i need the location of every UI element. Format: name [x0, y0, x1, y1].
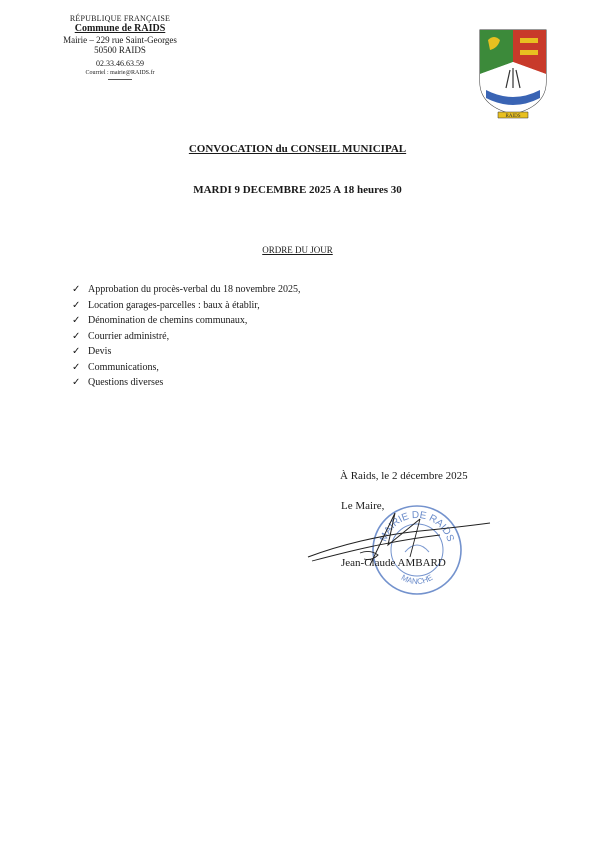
signatory-name: Jean-Claude AMBARD — [341, 557, 446, 569]
coat-of-arms-icon — [476, 26, 550, 120]
agenda-item-text: Location garages-parcelles : baux à établir, — [88, 299, 260, 311]
agenda-heading — [0, 245, 595, 255]
agenda-item-text: Communications, — [88, 361, 159, 373]
agenda-item-text: Courrier administré, — [88, 330, 170, 342]
republic-label: RÉPUBLIQUE FRANÇAISE — [69, 14, 171, 23]
check-icon: ✓ — [72, 315, 81, 327]
list-item — [72, 282, 300, 298]
address-line-2: 50500 RAIDS — [94, 45, 146, 56]
phone-number: 02.33.46.63.59 — [96, 59, 144, 69]
stamp-top-text: MAIRIE DE RAIDS — [378, 509, 456, 544]
agenda-heading-text: ORDRE DU JOUR — [262, 245, 333, 255]
handwritten-signature — [300, 505, 500, 575]
document-title-text: CONVOCATION du CONSEIL MUNICIPAL — [188, 143, 407, 155]
header-divider — [108, 79, 132, 80]
list-item — [72, 313, 300, 329]
list-item — [72, 298, 300, 314]
letterhead — [30, 14, 210, 80]
list-item — [72, 375, 300, 391]
check-icon: ✓ — [72, 346, 81, 358]
email-address: Courriel : mairie@RAIDS.fr — [85, 69, 155, 76]
place-date: À Raids, le 2 décembre 2025 — [340, 470, 468, 482]
agenda-item-text: Questions diverses — [88, 377, 164, 389]
stamp-bottom-text: MANCHE — [399, 572, 435, 587]
list-item — [72, 329, 300, 345]
check-icon: ✓ — [72, 330, 81, 342]
agenda-item-text: Approbation du procès-verbal du 18 novembre 2025, — [88, 284, 301, 296]
check-icon: ✓ — [72, 361, 81, 373]
list-item — [72, 344, 300, 360]
address-line-1: Mairie – 229 rue Saint-Georges — [63, 34, 177, 45]
agenda-item-text: Devis — [88, 346, 112, 358]
agenda-item-text: Dénomination de chemins communaux, — [88, 315, 248, 327]
check-icon: ✓ — [72, 299, 81, 311]
list-item — [72, 360, 300, 376]
check-icon: ✓ — [72, 377, 81, 389]
document-title — [0, 143, 595, 155]
check-icon: ✓ — [72, 284, 81, 296]
agenda-list — [72, 282, 300, 391]
meeting-date: MARDI 9 DECEMBRE 2025 A 18 heures 30 — [193, 184, 402, 196]
commune-name: Commune de RAIDS — [74, 23, 166, 35]
signatory-role: Le Maire, — [341, 500, 385, 512]
crest-banner-text: RAIDS — [505, 114, 521, 119]
